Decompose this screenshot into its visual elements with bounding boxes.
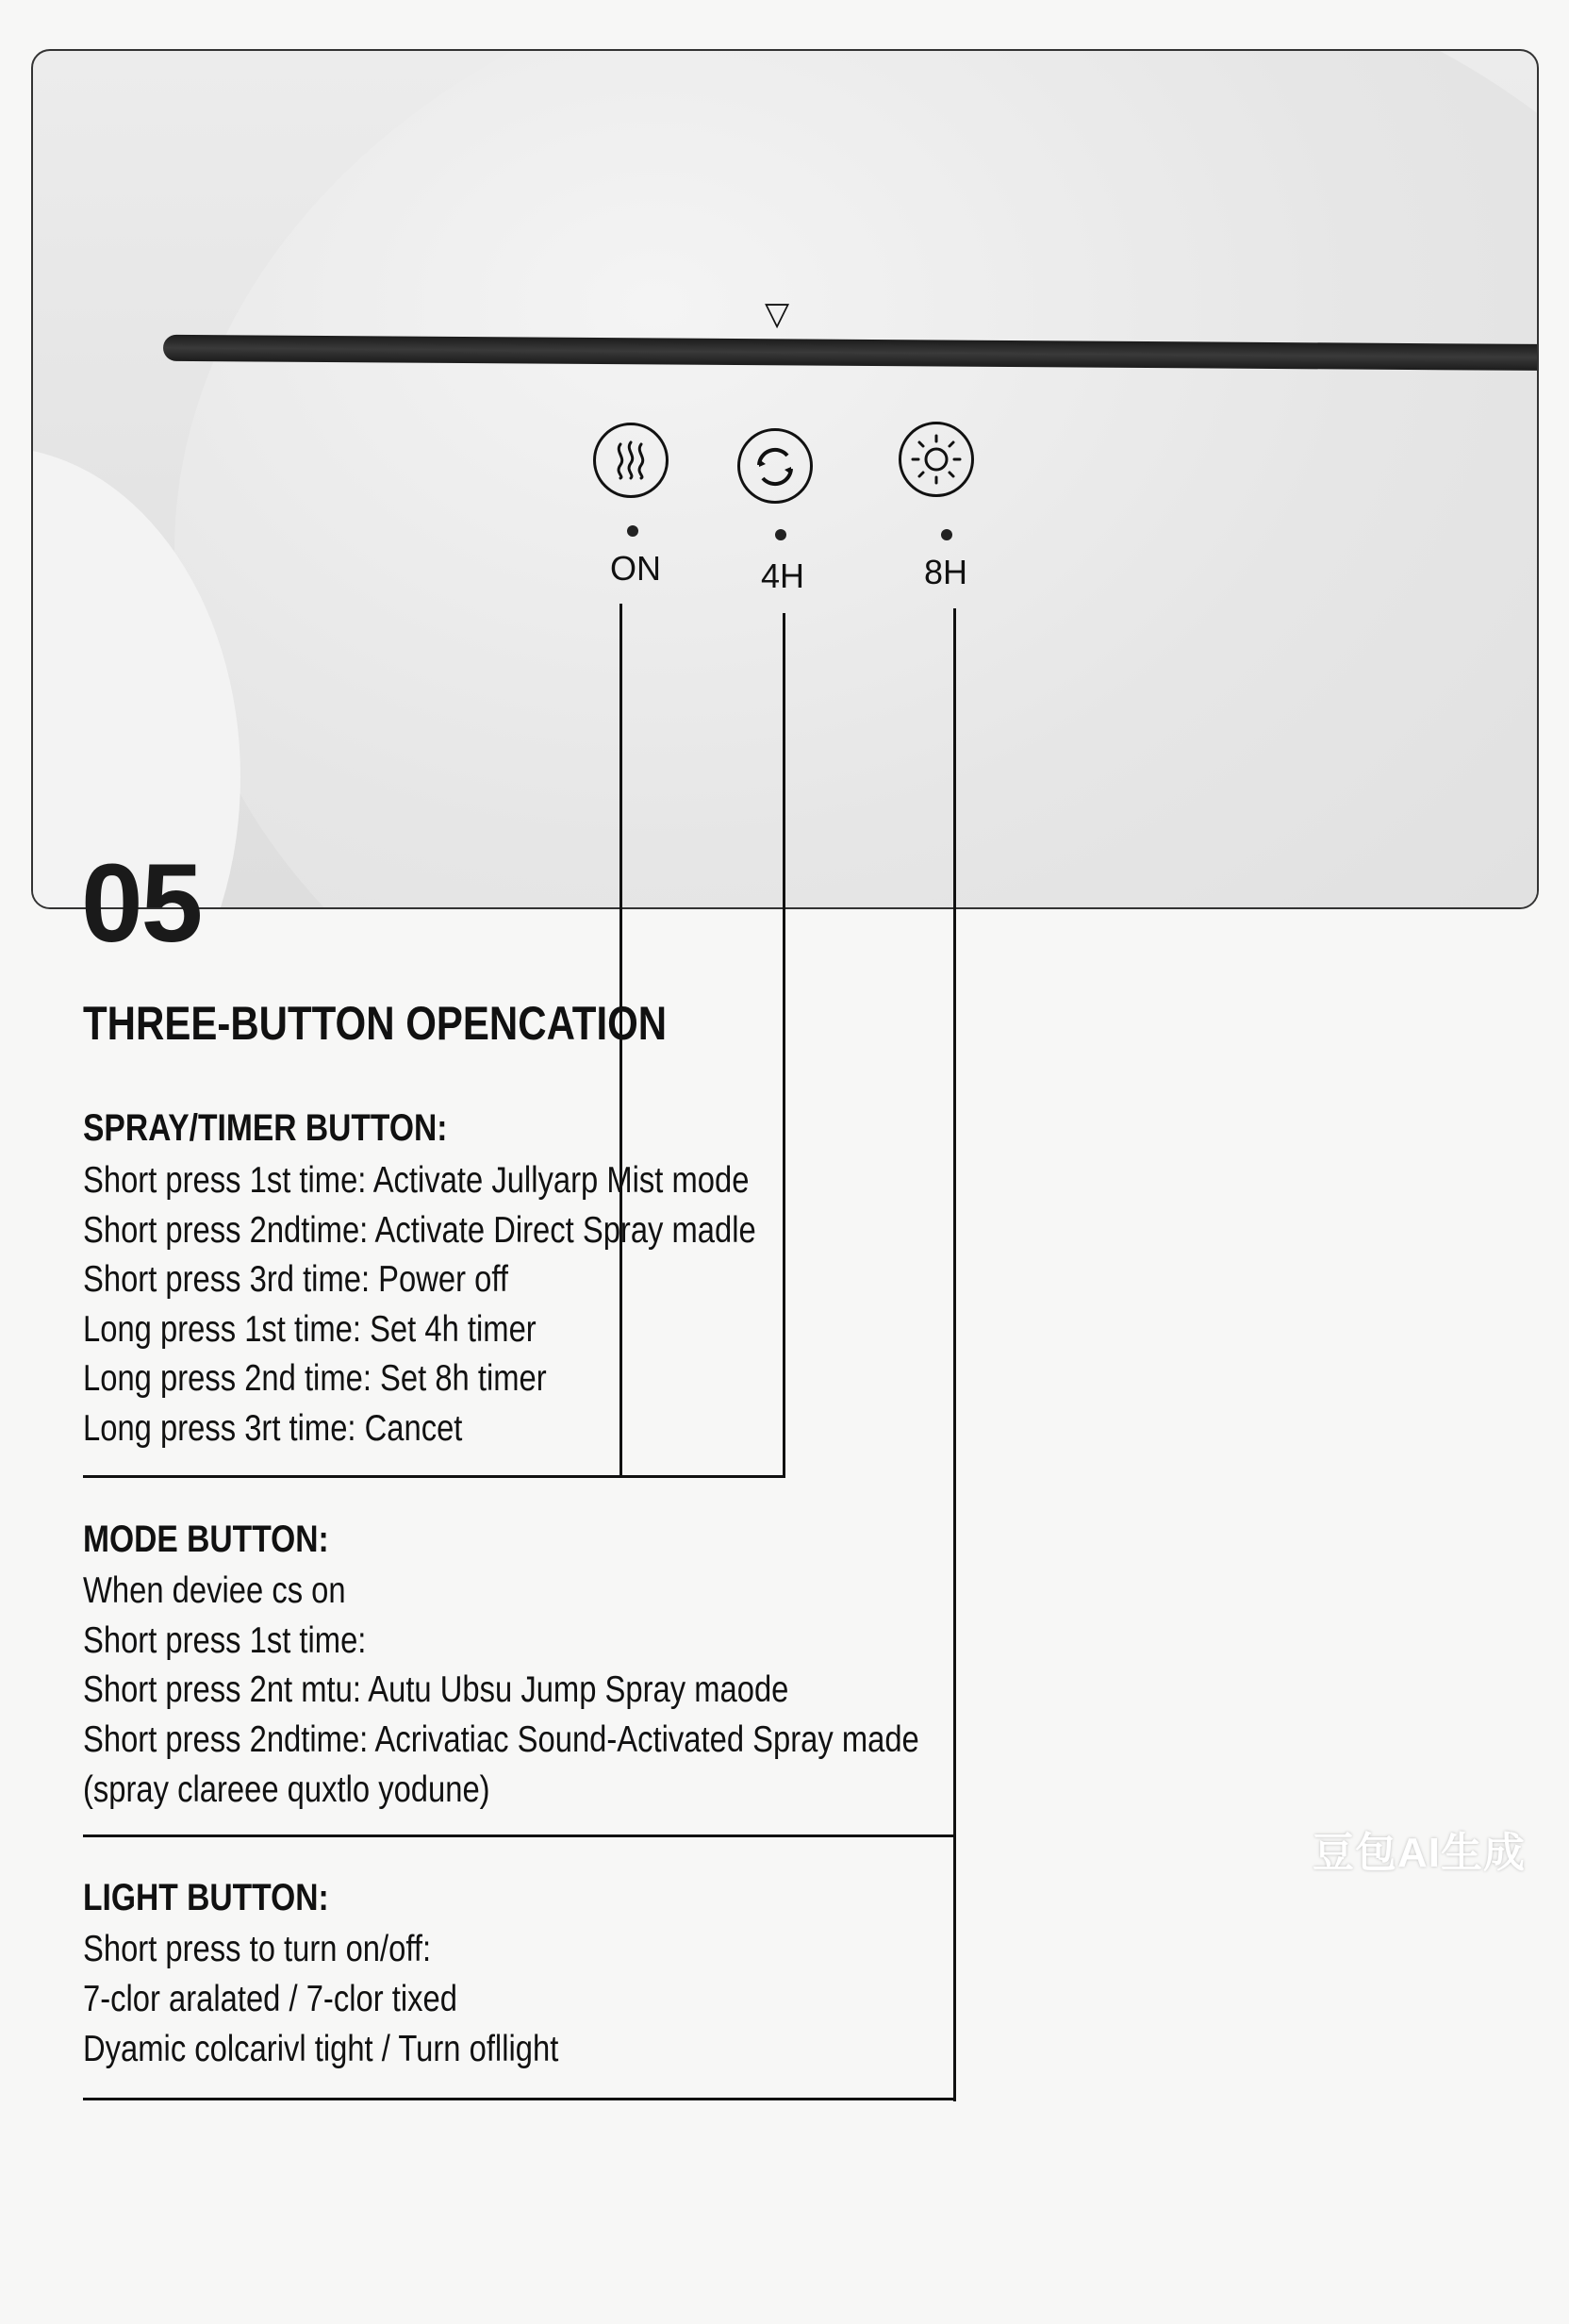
alignment-marker: ▽ — [765, 296, 790, 332]
leader-line-8h — [953, 608, 956, 2101]
indicator-dot — [941, 529, 952, 540]
page-title: THREE-BUTTON OPENCATION — [83, 997, 668, 1050]
cycle-arrows-icon — [740, 431, 810, 501]
light-line: 7-clor aralated / 7-clor tixed — [83, 1979, 457, 2019]
light-heading: LIGHT BUTTON: — [83, 1877, 329, 1918]
indicator-label-on: ON — [610, 549, 661, 588]
leader-line-4h — [783, 613, 785, 1478]
spray-line: Long press 1st time: Set 4h timer — [83, 1309, 537, 1350]
light-line: Dyamic colcarivl tight / Turn ofllight — [83, 2029, 559, 2069]
mode-line: Short press 2ndtime: Acrivatiac Sound-Activated Spray made — [83, 1719, 919, 1760]
mode-line: When deviee cs on — [83, 1570, 346, 1611]
divider — [83, 2098, 956, 2100]
spray-line: Long press 2nd time: Set 8h timer — [83, 1358, 547, 1399]
mode-line: Short press 2nt mtu: Autu Ubsu Jump Spray maode — [83, 1669, 789, 1710]
mode-button[interactable] — [737, 428, 813, 504]
light-button[interactable] — [899, 422, 974, 497]
mode-heading: MODE BUTTON: — [83, 1519, 329, 1560]
divider — [83, 1834, 956, 1837]
mode-line: Short press 1st time: — [83, 1620, 367, 1661]
sun-light-icon — [901, 424, 971, 494]
light-line: Short press to turn on/off: — [83, 1929, 432, 1969]
spray-heading: SPRAY/TIMER BUTTON: — [83, 1107, 448, 1149]
spray-line: Short press 3rd time: Power off — [83, 1259, 508, 1300]
indicator-dot — [775, 529, 786, 540]
divider — [83, 1475, 785, 1478]
indicator-label-8h: 8H — [924, 553, 968, 591]
mode-line: (spray clareee quxtlo yodune) — [83, 1769, 490, 1810]
indicator-label-4h: 4H — [761, 556, 805, 595]
spray-line: Long press 3rt time: Cancet — [83, 1408, 463, 1449]
mist-waves-icon — [596, 425, 666, 495]
diffuser-body — [174, 49, 1539, 909]
section-number: 05 — [81, 841, 202, 966]
watermark: 豆包AI生成 — [1313, 1830, 1526, 1876]
spray-timer-button[interactable] — [593, 423, 669, 498]
spray-line: Short press 1st time: Activate Jullyarp Mist mode — [83, 1160, 750, 1201]
spray-line: Short press 2ndtime: Activate Direct Spray madle — [83, 1210, 756, 1251]
indicator-dot — [627, 525, 638, 537]
